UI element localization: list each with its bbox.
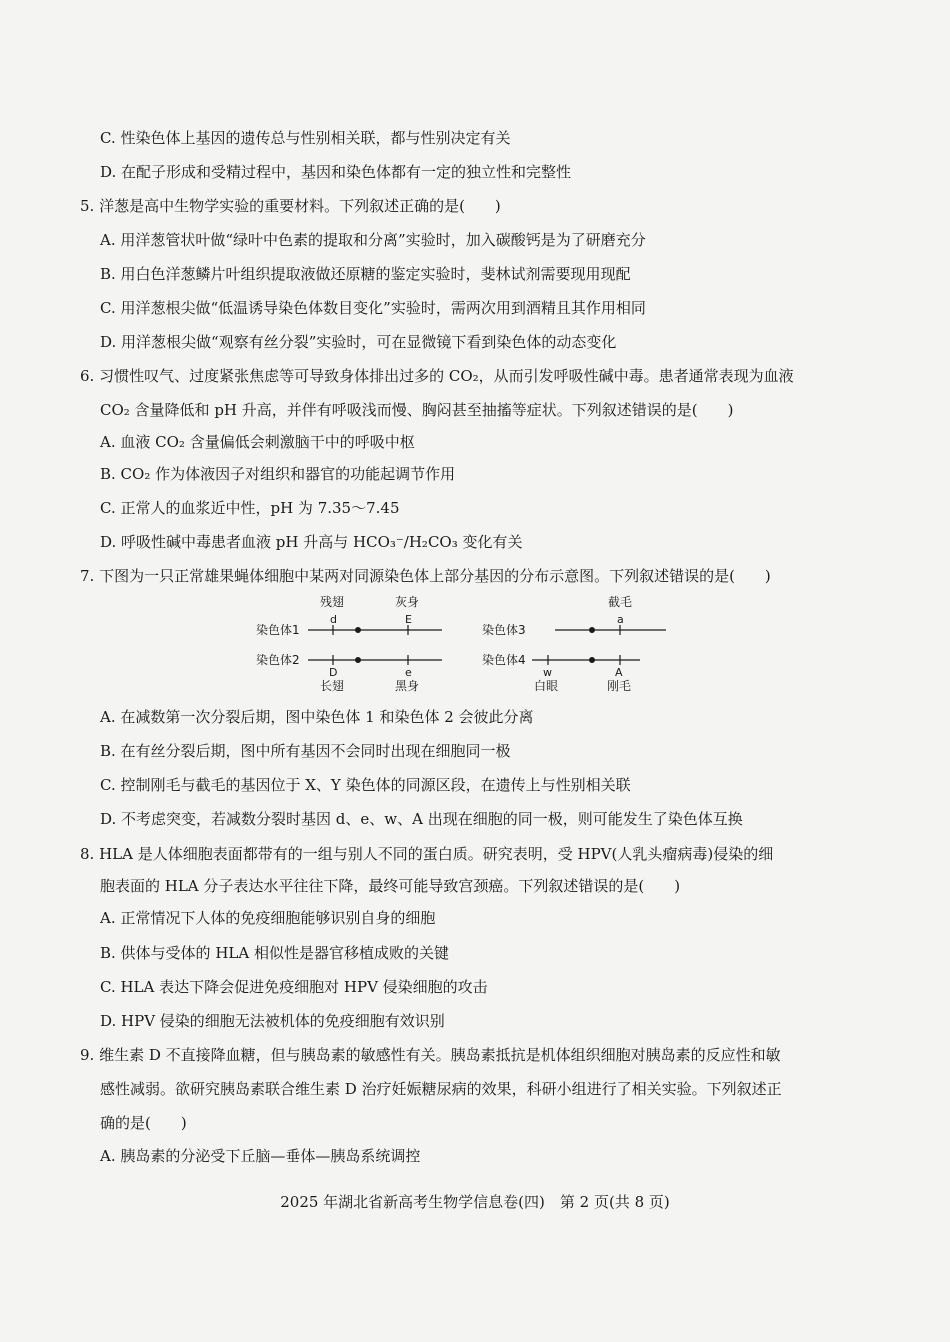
question-9-line3: 确的是( ) xyxy=(100,1114,187,1132)
q7-option-d: D. 不考虑突变，若减数分裂时基因 d、e、w、A 出现在细胞的同一极，则可能发生了染色体互换 xyxy=(100,810,743,828)
chromosome-diagram xyxy=(250,592,680,694)
q6-option-b: B. CO₂ 作为体液因子对组织和器官的功能起调节作用 xyxy=(100,465,456,483)
question-5: 5. 洋葱是高中生物学实验的重要材料。下列叙述正确的是( ) xyxy=(80,197,501,215)
chromosome-4-label: 染色体4 xyxy=(482,653,526,667)
centromere-1 xyxy=(355,627,361,633)
label-gray-body: 灰身 xyxy=(395,595,420,609)
q6-option-d: D. 呼吸性碱中毒患者血液 pH 升高与 HCO₃⁻/H₂CO₃ 变化有关 xyxy=(100,533,523,551)
chromosome-2-label: 染色体2 xyxy=(256,653,300,667)
q8-option-b: B. 供体与受体的 HLA 相似性是器官移植成败的关键 xyxy=(100,944,449,962)
q7-option-a: A. 在减数第一次分裂后期，图中染色体 1 和染色体 2 会彼此分离 xyxy=(100,708,534,726)
chromosome-3-label: 染色体3 xyxy=(482,623,526,637)
q5-option-c: C. 用洋葱根尖做“低温诱导染色体数目变化”实验时，需两次用到酒精且其作用相同 xyxy=(100,299,646,317)
question-6-line1: 6. 习惯性叹气、过度紧张焦虑等可导致身体排出过多的 CO₂，从而引发呼吸性碱中毒。患者通常表现为血液 xyxy=(80,367,794,385)
label-long-wing: 长翅 xyxy=(320,679,345,693)
gene-D-label: D xyxy=(329,666,338,679)
label-vestigial: 残翅 xyxy=(320,595,345,609)
q5-option-d: D. 用洋葱根尖做“观察有丝分裂”实验时，可在显微镜下看到染色体的动态变化 xyxy=(100,333,617,351)
gene-E-label: E xyxy=(405,613,412,626)
q7-option-b: B. 在有丝分裂后期，图中所有基因不会同时出现在细胞同一极 xyxy=(100,742,511,760)
q4-option-c: C. 性染色体上基因的遗传总与性别相关联，都与性别决定有关 xyxy=(100,129,511,147)
label-cut-bristle: 截毛 xyxy=(608,595,633,609)
label-black-body: 黑身 xyxy=(395,679,420,693)
label-white-eye: 白眼 xyxy=(534,679,559,693)
question-9-line2: 感性减弱。欲研究胰岛素联合维生素 D 治疗妊娠糖尿病的效果，科研小组进行了相关实验。下列叙述正 xyxy=(100,1080,782,1098)
question-8-line2: 胞表面的 HLA 分子表达水平往往下降，最终可能导致宫颈癌。下列叙述错误的是( ) xyxy=(100,877,681,895)
q5-option-a: A. 用洋葱管状叶做“绿叶中色素的提取和分离”实验时，加入碳酸钙是为了研磨充分 xyxy=(100,231,646,249)
q9-option-a: A. 胰岛素的分泌受下丘脑—垂体—胰岛系统调控 xyxy=(100,1147,421,1165)
q4-option-d: D. 在配子形成和受精过程中，基因和染色体都有一定的独立性和完整性 xyxy=(100,163,572,181)
chromosome-1-label: 染色体1 xyxy=(256,623,300,637)
question-6-line2: CO₂ 含量降低和 pH 升高，并伴有呼吸浅而慢、胸闷甚至抽搐等症状。下列叙述错误的是( ) xyxy=(100,401,734,419)
gene-A-label: A xyxy=(615,666,623,679)
label-bristle: 刚毛 xyxy=(607,679,632,693)
page-footer: 2025 年湖北省新高考生物学信息卷(四) 第 2 页(共 8 页) xyxy=(280,1193,670,1211)
question-9-line1: 9. 维生素 D 不直接降血糖，但与胰岛素的敏感性有关。胰岛素抵抗是机体组织细胞对胰岛素的反应性和敏 xyxy=(80,1046,781,1064)
gene-a-label: a xyxy=(617,613,624,626)
centromere-4 xyxy=(589,657,595,663)
gene-e-label: e xyxy=(405,666,412,679)
q6-option-a: A. 血液 CO₂ 含量偏低会刺激脑干中的呼吸中枢 xyxy=(100,433,415,451)
question-7: 7. 下图为一只正常雄果蝇体细胞中某两对同源染色体上部分基因的分布示意图。下列叙述错误的是( ) xyxy=(80,567,771,585)
q8-option-c: C. HLA 表达下降会促进免疫细胞对 HPV 侵染细胞的攻击 xyxy=(100,978,488,996)
centromere-3 xyxy=(589,627,595,633)
q8-option-d: D. HPV 侵染的细胞无法被机体的免疫细胞有效识别 xyxy=(100,1012,445,1030)
q7-option-c: C. 控制刚毛与截毛的基因位于 X、Y 染色体的同源区段，在遗传上与性别相关联 xyxy=(100,776,631,794)
q6-option-c: C. 正常人的血浆近中性，pH 为 7.35～7.45 xyxy=(100,499,400,517)
question-8-line1: 8. HLA 是人体细胞表面都带有的一组与别人不同的蛋白质。研究表明，受 HPV(人乳头瘤病毒)侵染的细 xyxy=(80,845,774,863)
q5-option-b: B. 用白色洋葱鳞片叶组织提取液做还原糖的鉴定实验时，斐林试剂需要现用现配 xyxy=(100,265,631,283)
centromere-2 xyxy=(355,657,361,663)
gene-d-label: d xyxy=(330,613,337,626)
q8-option-a: A. 正常情况下人体的免疫细胞能够识别自身的细胞 xyxy=(100,909,436,927)
gene-w-label: w xyxy=(543,666,552,679)
